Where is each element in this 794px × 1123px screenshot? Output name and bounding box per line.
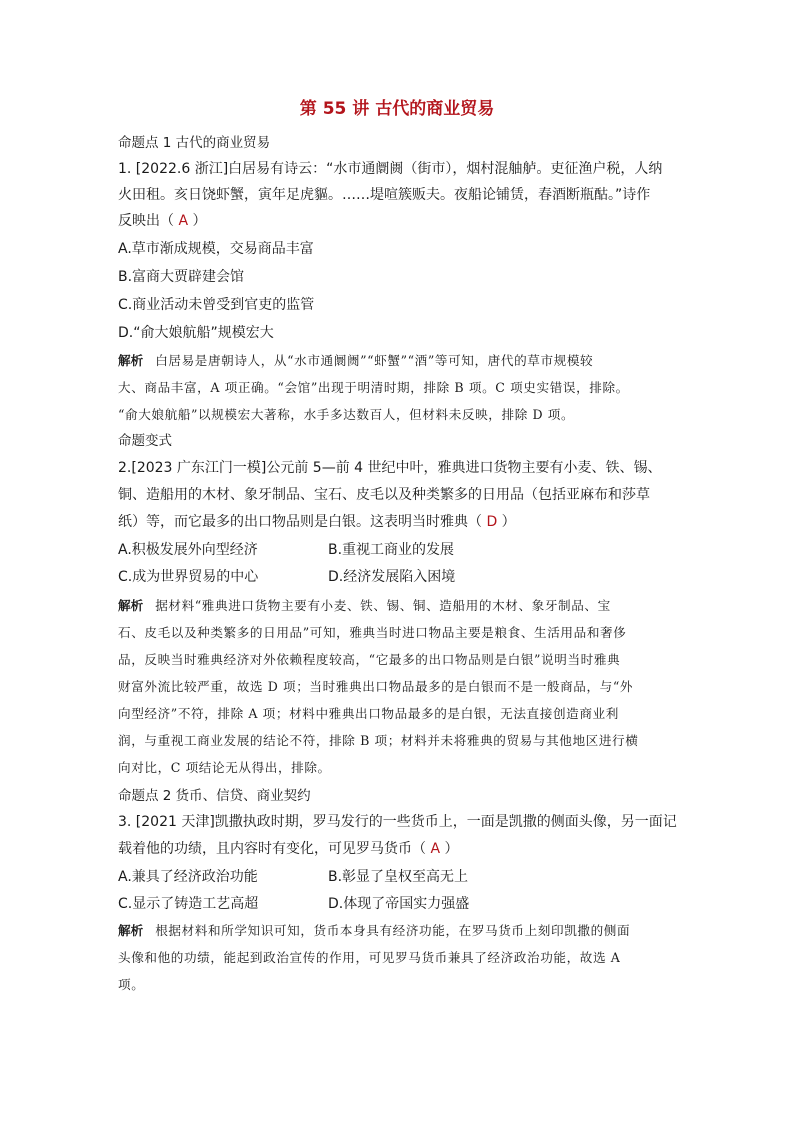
q2-explanation-line-3: 品，反映当时雅典经济对外依赖程度较高，“它最多的出口物品则是白银”说明当时雅典 (118, 652, 621, 667)
q2-explanation-line-4: 财富外流比较严重，故选 D 项；当时雅典出口物品最多的是白银而不是一般商品，与“外 (118, 679, 634, 694)
q3-explanation-line-1 (118, 920, 630, 942)
q3-explanation-label: 解析 (118, 923, 144, 938)
q1-explanation-text: 白居易是唐朝诗人，从“水市通阛阓”“虾蟹”“酒”等可知，唐代的草市规模较 (155, 353, 594, 368)
q1-stem-line-1: 1. [2022.6 浙江]白居易有诗云：“水市通阛阓（街市），烟村混舳舻。吏征渔户税，人纳 (118, 161, 663, 177)
q1-stem-text: 反映出（ (118, 213, 179, 229)
q2-stem-line-3 (118, 511, 516, 533)
q1-option-b: B.富商大贾辟建会馆 (118, 269, 245, 285)
q1-stem-line-2: 火田租。亥日饶虾蟹，寅年足虎貙。……堤喧簇贩夫。夜船论铺赁，春酒断瓶酤。”诗作 (118, 187, 651, 203)
q3-option-a: A.兼具了经济政治功能 (118, 869, 258, 885)
q2-explanation-line-2: 石、皮毛以及种类繁多的日用品”可知，雅典当时进口物品主要是粮食、生活用品和奢侈 (118, 625, 627, 640)
q3-stem-text: 载着他的功绩，且内容时有变化，可见罗马货币（ (118, 841, 431, 857)
q2-explanation-line-1 (118, 595, 611, 617)
section-heading-1: 命题点 1 古代的商业贸易 (118, 135, 271, 151)
q2-stem-text: 纸）等，而它最多的出口物品则是白银。这表明当时雅典（ (118, 514, 487, 530)
q2-option-a: A.积极发展外向型经济 (118, 542, 258, 558)
page-title: 第 55 讲 古代的商业贸易 (299, 99, 495, 119)
q2-explanation-label: 解析 (118, 598, 144, 613)
q1-answer: A (178, 213, 189, 229)
q3-option-b: B.彰显了皇权至高无上 (328, 869, 469, 885)
q3-explanation-line-3: 项。 (118, 977, 145, 992)
q2-stem-line-1: 2.[2023 广东江门一模]公元前 5—前 4 世纪中叶，雅典进口货物主要有小麦、铁、锡、 (118, 460, 662, 476)
q1-explanation-line-3: “俞大娘航船”以规模宏大著称，水手多达数百人，但材料未反映，排除 D 项。 (118, 407, 575, 422)
q2-explanation-text: 据材料“雅典进口货物主要有小麦、铁、锡、铜、造船用的木材、象牙制品、宝 (155, 598, 611, 613)
q3-stem-line-2 (118, 838, 458, 860)
q1-option-a: A.草市渐成规模，交易商品丰富 (118, 241, 314, 257)
q1-explanation-label: 解析 (118, 353, 144, 368)
variant-heading: 命题变式 (118, 433, 172, 449)
q3-explanation-text: 根据材料和所学知识可知，货币本身具有经济功能，在罗马货币上刻印凯撒的侧面 (155, 923, 631, 938)
q2-option-c: C.成为世界贸易的中心 (118, 569, 259, 585)
q1-stem-close: ） (188, 213, 207, 229)
q2-explanation-line-7: 向对比，C 项结论无从得出，排除。 (118, 760, 331, 775)
q2-option-b: B.重视工商业的发展 (328, 542, 455, 558)
q1-explanation-line-2: 大、商品丰富，A 项正确。“会馆”出现于明清时期，排除 B 项。C 项史实错误，排除。 (118, 380, 629, 395)
q3-stem-line-1: 3. [2021 天津]凯撒执政时期，罗马发行的一些货币上，一面是凯撒的侧面头像，另一面记 (118, 814, 677, 830)
q3-option-c: C.显示了铸造工艺高超 (118, 896, 259, 912)
q3-explanation-line-2: 头像和他的功绩，能起到政治宣传的作用，可见罗马货币兼具了经济政治功能，故选 A (118, 950, 621, 965)
q2-explanation-line-5: 向型经济”不符，排除 A 项；材料中雅典出口物品最多的是白银，无法直接创造商业利 (118, 706, 619, 721)
q2-option-d: D.经济发展陷入困境 (328, 569, 456, 585)
q1-stem-line-3 (118, 210, 206, 232)
q3-option-d: D.体现了帝国实力强盛 (328, 896, 470, 912)
section-heading-2: 命题点 2 货币、信贷、商业契约 (118, 788, 311, 804)
q2-explanation-line-6: 润，与重视工商业发展的结论不符，排除 B 项；材料并未将雅典的贸易与其他地区进行横 (118, 733, 639, 748)
q2-answer: D (486, 514, 498, 530)
q2-stem-line-2: 铜、造船用的木材、象牙制品、宝石、皮毛以及种类繁多的日用品（包括亚麻布和莎草 (118, 487, 650, 503)
q1-option-d: D.“俞大娘航船”规模宏大 (118, 325, 274, 341)
q1-option-c: C.商业活动未曾受到官吏的监管 (118, 297, 315, 313)
q3-answer: A (430, 841, 441, 857)
q1-explanation-line-1 (118, 350, 593, 372)
q3-stem-close: ） (440, 841, 459, 857)
q2-stem-close: ） (497, 514, 516, 530)
